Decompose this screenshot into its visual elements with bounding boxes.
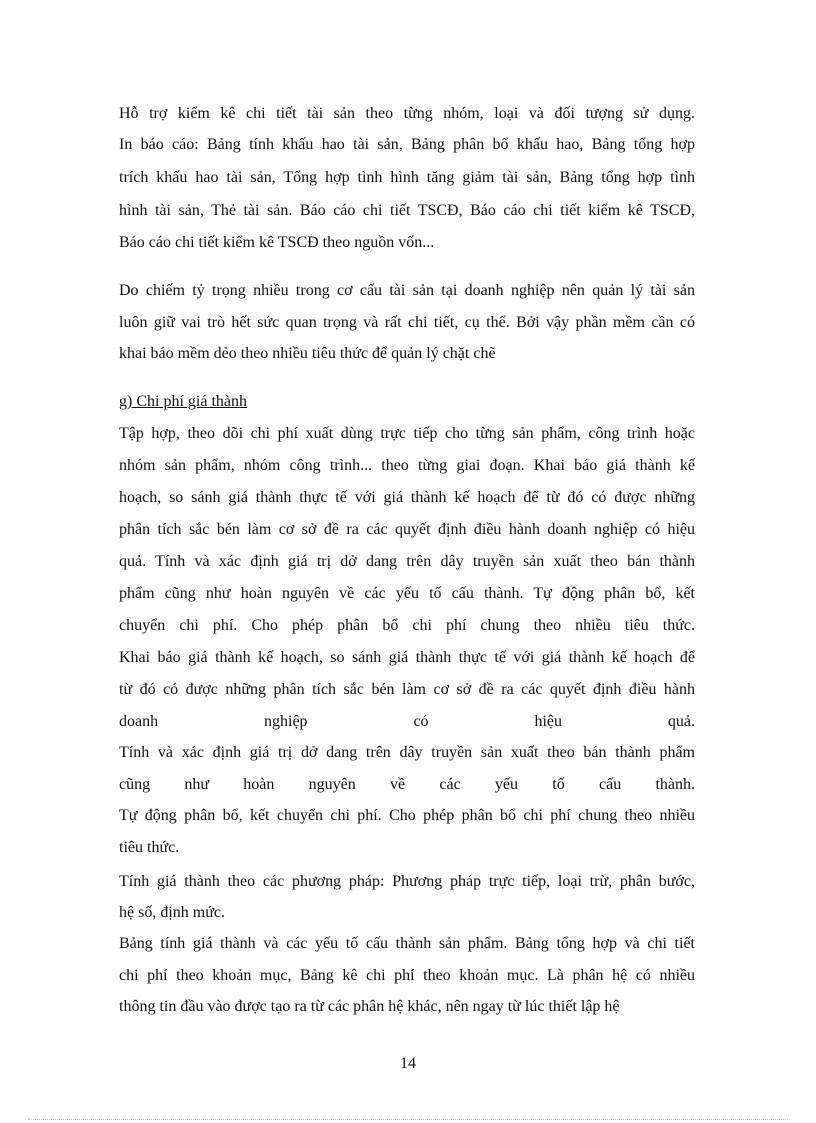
text-line: trích khấu hao tài sản, Tổng hợp tình hình tăng giảm tài sản, Bảng tổng hợp tình [119,169,695,186]
text-line: hệ số, định mức. [119,904,225,921]
text-line: thông tin đầu vào được tạo ra từ các phân hệ khác, nên ngay từ lúc thiết lập hệ [119,998,620,1015]
section-heading: g) Chi phí giá thành [119,393,247,410]
text-line: phân tích sắc bén làm cơ sở đề ra các quyết định điều hành doanh nghiệp có hiệu [119,521,695,538]
text-line: hoạch, so sánh giá thành thực tế với giá thành kế hoạch để từ đó có được những [119,489,695,506]
text-line: khai báo mềm dẻo theo nhiều tiêu thức để quản lý chặt chẽ [119,345,496,362]
text-line: quả. Tính và xác định giá trị dở dang trên dây truyền sản xuất theo bán thành [119,553,695,570]
text-line: Tập hợp, theo dõi chi phí xuất dùng trực tiếp cho từng sản phẩm, công trình hoặc [119,425,695,442]
text-line: luôn giữ vai trò hết sức quan trọng và rất chi tiết, cụ thể. Bởi vậy phần mềm cần có [119,314,695,331]
text-line: Khai báo giá thành kế hoạch, so sánh giá thành thực tế với giá thành kế hoạch để [119,649,695,666]
text-line: Báo cáo chi tiết kiểm kê TSCĐ theo nguồn vốn... [119,234,435,251]
text-line: nhóm sản phẩm, nhóm công trình... theo từng giai đoạn. Khai báo giá thành kế [119,457,695,474]
page-bottom-divider [28,1119,788,1120]
text-line: Tính và xác định giá trị dở dang trên dây truyền sản xuất theo bán thành phẩm [119,744,695,761]
text-line: Bảng tính giá thành và các yếu tố cấu thành sản phẩm. Bảng tổng hợp và chi tiết [119,935,695,952]
text-line: In báo cáo: Bảng tính khấu hao tài sản, Bảng phân bổ khấu hao, Bảng tổng hợp [119,136,695,153]
text-line: Tính giá thành theo các phương pháp: Phương pháp trực tiếp, loại trừ, phân bước, [119,873,695,890]
text-line: hình tài sản, Thẻ tài sản. Báo cáo chi tiết TSCĐ, Báo cáo chi tiết kiểm kê TSCĐ, [119,202,695,219]
text-line: Tự động phân bổ, kết chuyển chi phí. Cho phép phân bổ chi phí chung theo nhiều [119,807,695,824]
text-line: Hỗ trợ kiểm kê chi tiết tài sản theo từng nhóm, loại và đối tượng sử dụng. [119,105,695,122]
text-line: phẩm cũng như hoàn nguyên về các yếu tố cấu thành. Tự động phân bổ, kết [119,585,695,602]
text-line: Do chiếm tỷ trọng nhiều trong cơ cấu tài sản tại doanh nghiệp nên quản lý tài sản [119,282,695,299]
text-line: doanh nghiệp có hiệu quả. [119,713,695,730]
text-line: từ đó có được những phân tích sắc bén làm cơ sở đề ra các quyết định điều hành [119,681,695,698]
page-number: 14 [400,1055,416,1072]
text-line: cũng như hoàn nguyên về các yếu tố cấu thành. [119,776,695,793]
text-line: chuyển chi phí. Cho phép phân bổ chi phí chung theo nhiều tiêu thức. [119,617,695,634]
text-line: tiêu thức. [119,839,180,856]
text-line: chi phí theo khoản mục, Bảng kê chi phí theo khoản mục. Là phân hệ có nhiều [119,967,695,984]
